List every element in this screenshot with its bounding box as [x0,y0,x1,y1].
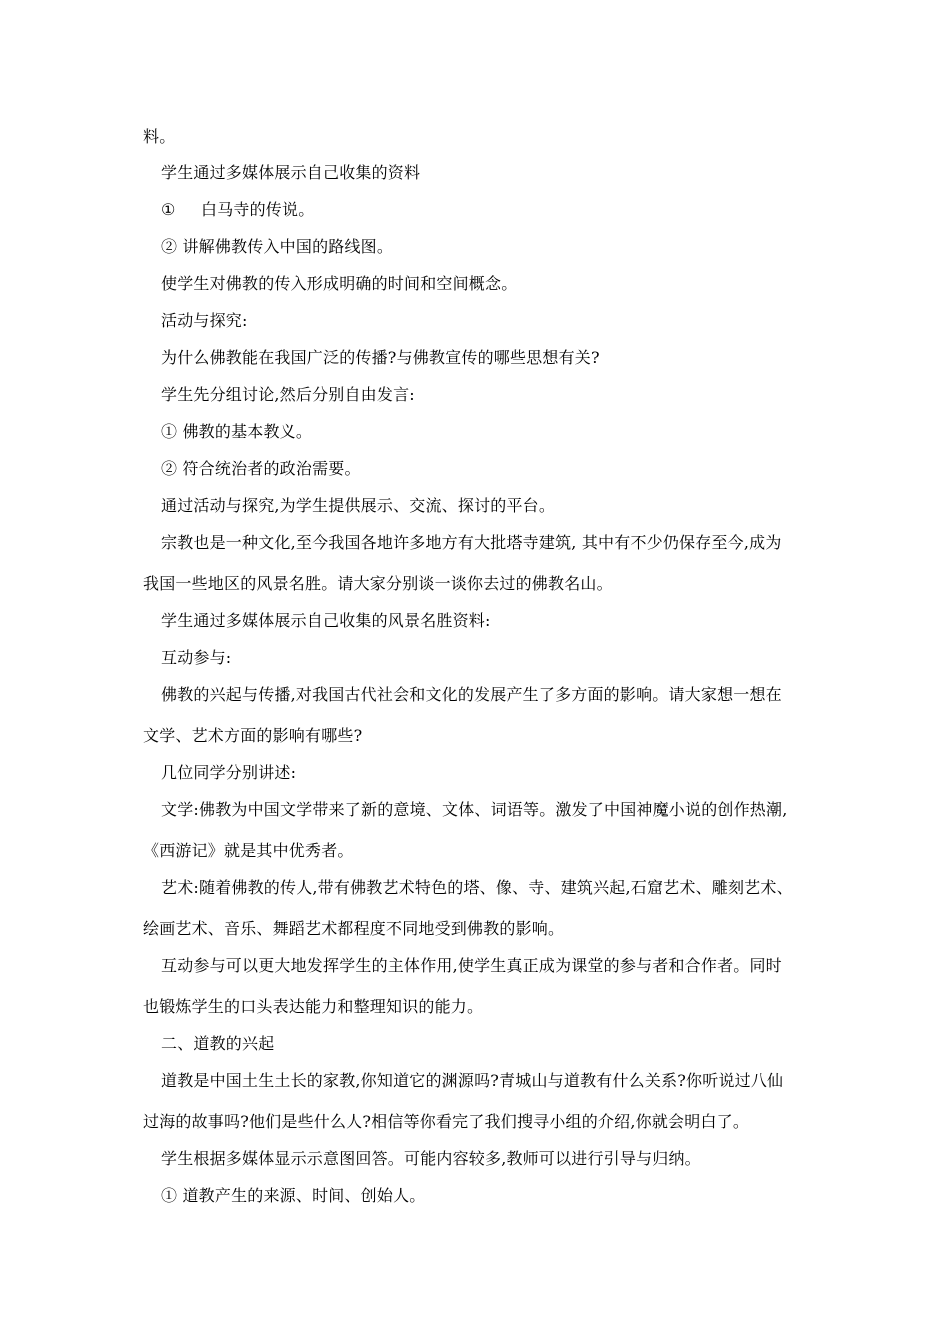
text-line: 学生通过多媒体展示自己收集的风景名胜资料: [161,611,491,630]
text-line: 互动参与: [161,648,232,667]
text-line: 通过活动与探究,为学生提供展示、交流、探讨的平台。 [161,496,556,515]
text-line: 几位同学分别讲述: [161,763,297,782]
text-line: ② 符合统治者的政治需要。 [161,459,361,478]
text-line: 宗教也是一种文化,至今我国各地许多地方有大批塔寺建筑, 其中有不少仍保存至今,成为 [161,533,782,552]
text-line: 互动参与可以更大地发挥学生的主体作用,使学生真正成为课堂的参与者和合作者。同时 [161,956,782,975]
text-line: 《西游记》就是其中优秀者。 [143,841,354,860]
text-line: 白马寺的传说。 [201,200,315,219]
list-marker: ① [161,200,176,219]
text-line: 学生根据多媒体显示示意图回答。可能内容较多,教师可以进行引导与归纳。 [161,1149,701,1168]
text-line: 学生先分组讨论,然后分别自由发言: [161,385,415,404]
list-item [161,200,314,220]
text-line: 文学、艺术方面的影响有哪些? [143,726,363,745]
text-line: 过海的故事吗?他们是些什么人?相信等你看完了我们搜寻小组的介绍,你就会明白了。 [143,1112,750,1131]
text-line: 为什么佛教能在我国广泛的传播?与佛教宣传的哪些思想有关? [161,348,600,367]
text-line: ① 佛教的基本教义。 [161,422,313,441]
text-line: 佛教的兴起与传播,对我国古代社会和文化的发展产生了多方面的影响。请大家想一想在 [161,685,782,704]
text-line: 道教是中国土生土长的家教,你知道它的渊源吗?青城山与道教有什么关系?你听说过八仙 [161,1071,784,1090]
text-line: 学生通过多媒体展示自己收集的资料 [161,163,421,182]
text-line: 活动与探究: [161,311,248,330]
text-line: ② 讲解佛教传入中国的路线图。 [161,237,394,256]
text-line: 也锻炼学生的口头表达能力和整理知识的能力。 [143,997,484,1016]
text-line: 绘画艺术、音乐、舞蹈艺术都程度不同地受到佛教的影响。 [143,919,565,938]
section-heading: 二、道教的兴起 [161,1034,275,1053]
text-line: ① 道教产生的来源、时间、创始人。 [161,1186,426,1205]
text-line: 文学:佛教为中国文学带来了新的意境、文体、词语等。激发了中国神魔小说的创作热潮, [161,800,788,819]
text-line: 料。 [143,127,176,146]
text-line: 艺术:随着佛教的传人,带有佛教艺术特色的塔、像、寺、建筑兴起,石窟艺术、雕刻艺术、 [161,878,793,897]
text-line: 我国一些地区的风景名胜。请大家分别谈一谈你去过的佛教名山。 [143,574,613,593]
text-line: 使学生对佛教的传入形成明确的时间和空间概念。 [161,274,518,293]
